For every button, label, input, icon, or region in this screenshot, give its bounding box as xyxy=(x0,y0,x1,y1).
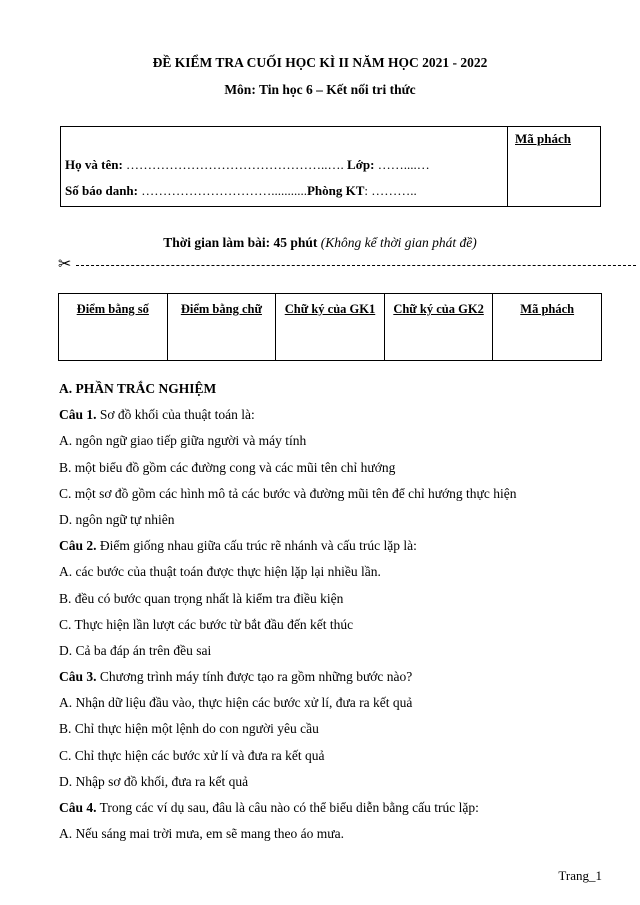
question xyxy=(59,407,629,433)
scissors-icon: ✂ xyxy=(58,254,72,273)
class-dots: ……....… xyxy=(377,157,430,172)
answer-option: C. Thực hiện lần lượt các bước từ bắt đầu đến kết thúc xyxy=(59,616,354,632)
ma-phach-label: Mã phách xyxy=(515,131,571,146)
exam-body xyxy=(59,381,629,852)
info-box-divider xyxy=(507,127,508,206)
score-table-header: Điểm bằng chữ xyxy=(167,294,276,361)
answer-option: B. Chỉ thực hiện một lệnh do con người yêu cầu xyxy=(59,721,319,737)
score-table-header: Mã phách xyxy=(493,294,602,361)
question-number: Câu 2. xyxy=(59,538,97,554)
answer-option: B. đều có bước quan trọng nhất là kiểm tra điều kiện xyxy=(59,590,344,606)
id-dots: …………………………........... xyxy=(141,183,307,198)
question-number: Câu 1. xyxy=(59,407,97,423)
answer-option: D. ngôn ngữ tự nhiên xyxy=(59,511,175,527)
question-text: Chương trình máy tính được tạo ra gồm những bước nào? xyxy=(96,669,413,685)
section-heading: A. PHẦN TRẮC NGHIỆM xyxy=(59,381,217,396)
student-info-box xyxy=(60,126,601,207)
score-table-header: Chữ ký của GK1 xyxy=(276,294,385,361)
time-label: Thời gian làm bài: 45 phút xyxy=(163,235,321,250)
id-label: Số báo danh: xyxy=(65,183,142,198)
page-number: Trang_1 xyxy=(558,868,602,883)
cut-line xyxy=(76,265,636,266)
name-line xyxy=(65,157,430,173)
exam-subject: Môn: Tin học 6 – Kết nối tri thức xyxy=(224,82,416,97)
score-table-row xyxy=(59,294,602,361)
answer-option: A. Nếu sáng mai trời mưa, em sẽ mang theo áo mưa. xyxy=(59,826,344,842)
question-number: Câu 4. xyxy=(59,800,97,815)
class-label: Lớp: xyxy=(343,157,378,172)
question-text: Trong các ví dụ sau, đâu là câu nào có thể biểu diễn bằng cấu trúc lặp: xyxy=(96,800,479,815)
answer-option: A. các bước của thuật toán được thực hiện lặp lại nhiều lần. xyxy=(59,564,381,580)
exam-title: ĐỀ KIỂM TRA CUỐI HỌC KÌ II NĂM HỌC 2021 - 2022 xyxy=(152,55,488,70)
answer-option: D. Cả ba đáp án trên đều sai xyxy=(59,642,212,658)
id-line xyxy=(65,183,417,199)
question-text: Điểm giống nhau giữa cấu trúc rẽ nhánh và cấu trúc lặp là: xyxy=(96,538,417,554)
answer-option: C. Chỉ thực hiện các bước xử lí và đưa ra kết quả xyxy=(59,747,325,763)
room-label: Phòng KT xyxy=(306,183,365,198)
answer-option: C. một sơ đồ gồm các hình mô tả các bước và đường mũi tên để chỉ hướng thực hiện xyxy=(59,485,517,501)
question xyxy=(59,538,629,564)
name-dots: ………………………………………..…. xyxy=(126,157,344,172)
answer-option: A. ngôn ngữ giao tiếp giữa người và máy tính xyxy=(59,433,307,449)
answer-option: D. Nhập sơ đồ khối, đưa ra kết quả xyxy=(59,773,249,789)
room-dots: : ……….. xyxy=(364,183,417,198)
score-table xyxy=(58,293,602,361)
question-text: Sơ đồ khối của thuật toán là: xyxy=(96,407,255,423)
time-line xyxy=(0,235,640,251)
score-table-header: Điểm bằng số xyxy=(59,294,168,361)
answer-option: A. Nhận dữ liệu đầu vào, thực hiện các bước xử lí, đưa ra kết quả xyxy=(59,695,413,711)
name-label: Họ và tên: xyxy=(65,157,127,172)
question xyxy=(59,669,629,695)
question xyxy=(59,800,629,826)
question-number: Câu 3. xyxy=(59,669,97,685)
answer-option: B. một biểu đồ gồm các đường cong và các mũi tên chỉ hướng xyxy=(59,459,396,475)
time-note: (Không kể thời gian phát đề) xyxy=(320,235,477,250)
score-table-header: Chữ ký của GK2 xyxy=(384,294,493,361)
